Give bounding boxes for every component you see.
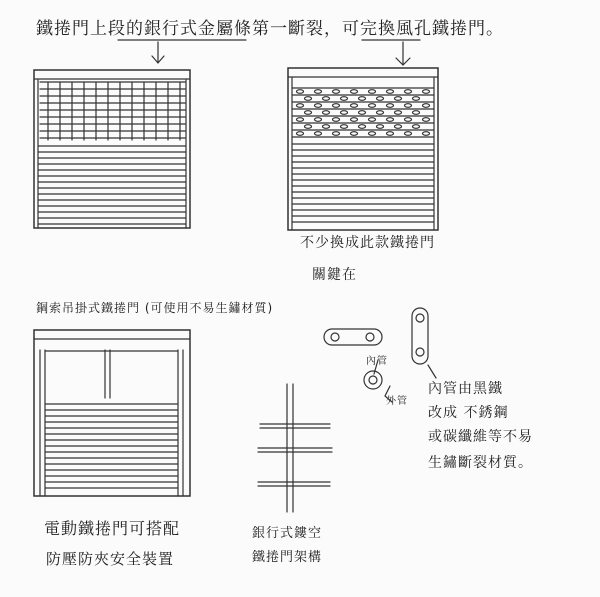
vent-hole — [315, 118, 322, 122]
material-note-line3: 或碳纖維等不易 — [428, 429, 533, 445]
door-vented — [288, 68, 438, 230]
chain-type-label: 鋼索吊掛式鐵捲門 (可使用不易生鏽材質) — [36, 301, 274, 315]
vent-hole — [333, 90, 340, 94]
vent-hole — [305, 97, 312, 101]
vent-hole — [423, 90, 430, 94]
arrow-left-icon — [152, 42, 164, 63]
frame-label-line2: 鐵捲門架構 — [252, 550, 323, 565]
vent-hole — [305, 125, 312, 129]
door-cable-hung — [34, 330, 190, 496]
vent-hole — [413, 97, 420, 101]
outer-tube-label: 外管 — [386, 396, 408, 407]
vent-hole — [423, 104, 430, 108]
vent-hole — [405, 132, 412, 136]
arrow-right-icon — [396, 42, 410, 65]
vent-hole — [323, 97, 330, 101]
vent-hole — [341, 97, 348, 101]
vent-hole — [387, 132, 394, 136]
frame-label-line1: 銀行式鏤空 — [252, 526, 323, 541]
vent-hole — [423, 132, 430, 136]
vent-hole — [359, 97, 366, 101]
vent-hole — [297, 90, 304, 94]
vent-hole — [351, 132, 358, 136]
vent-hole — [377, 111, 384, 115]
vent-hole — [369, 90, 376, 94]
vent-hole — [305, 111, 312, 115]
vent-hole — [315, 132, 322, 136]
vertical-link-part — [412, 308, 428, 364]
vent-hole — [333, 132, 340, 136]
vent-hole — [413, 125, 420, 129]
vent-hole — [405, 118, 412, 122]
material-pointer — [428, 365, 436, 378]
vent-hole — [341, 125, 348, 129]
vent-hole — [387, 118, 394, 122]
material-note-line1: 內管由黑鐵 — [428, 381, 503, 397]
vent-hole — [387, 90, 394, 94]
vent-hole — [369, 132, 376, 136]
vent-hole — [359, 125, 366, 129]
vent-hole — [323, 111, 330, 115]
vent-hole — [405, 104, 412, 108]
vent-hole — [351, 118, 358, 122]
vent-hole — [333, 118, 340, 122]
material-note-line4: 生鏽斷裂材質。 — [428, 455, 533, 471]
vent-hole — [315, 104, 322, 108]
many-switch-note: 不少換成此款鐵捲門 — [300, 235, 435, 251]
vent-hole — [395, 111, 402, 115]
door-bank-grid — [34, 70, 190, 228]
vent-hole — [341, 111, 348, 115]
horizontal-link-part — [324, 329, 382, 345]
vent-hole — [395, 125, 402, 129]
vent-hole — [405, 90, 412, 94]
material-note-line2: 改成 不銹鋼 — [428, 405, 509, 421]
vent-hole — [413, 111, 420, 115]
vent-hole — [377, 125, 384, 129]
top-caption: 鐵捲門上段的銀行式金屬條第一斷裂，可完換風孔鐵捲門。 — [36, 19, 504, 39]
electric-note-line1: 電動鐵捲門可搭配 — [44, 519, 181, 538]
key-point-note: 關鍵在 — [312, 267, 357, 283]
vent-hole — [333, 104, 340, 108]
vent-hole — [359, 111, 366, 115]
vent-hole — [297, 118, 304, 122]
vent-hole — [297, 132, 304, 136]
vent-hole — [351, 90, 358, 94]
tube-cross-section-icon — [364, 371, 382, 389]
vent-hole — [323, 125, 330, 129]
inner-tube-label: 內管 — [366, 356, 388, 367]
vent-hole — [377, 97, 384, 101]
vent-hole — [423, 118, 430, 122]
bank-frame-cross-section — [258, 384, 332, 512]
vent-hole — [369, 118, 376, 122]
vent-hole — [395, 97, 402, 101]
vent-hole — [387, 104, 394, 108]
electric-note-line2: 防壓防夾安全裝置 — [46, 550, 175, 568]
vent-hole — [297, 104, 304, 108]
vent-hole — [369, 104, 376, 108]
vent-hole — [315, 90, 322, 94]
vent-hole — [351, 104, 358, 108]
